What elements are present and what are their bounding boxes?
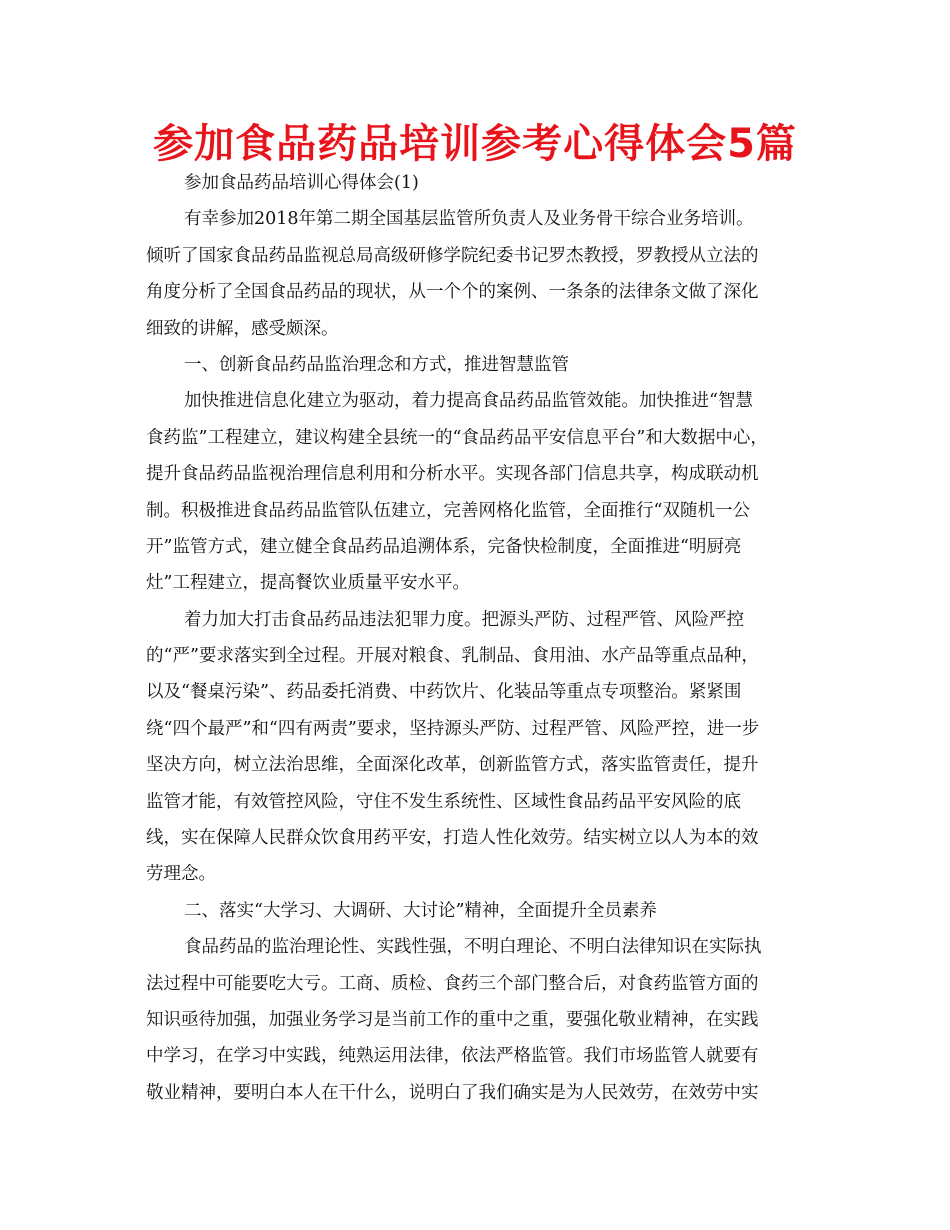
body-line: 劳理念。 bbox=[146, 864, 216, 885]
body-line: 绕“四个最严”和“四有两责”要求，坚持源头严防、过程严管、风险严控，进一步 bbox=[146, 718, 760, 739]
body-line: 线，实在保障人民群众饮食用药平安，打造人性化效劳。结实树立以人为本的效 bbox=[146, 828, 759, 849]
body-line: 参加食品药品培训心得体会(1) bbox=[184, 173, 419, 193]
body-line: 一、创新食品药品监治理念和方式，推进智慧监管 bbox=[184, 354, 569, 375]
body-line: 制。积极推进食品药品监管队伍建立，完善网格化监管，全面推行“双随机一公 bbox=[146, 500, 750, 521]
body-line: 细致的讲解，感受颇深。 bbox=[146, 318, 339, 339]
body-line: 知识亟待加强，加强业务学习是当前工作的重中之重，要强化敬业精神，在实践 bbox=[146, 1009, 759, 1030]
body-line: 中学习，在学习中实践，纯熟运用法律，依法严格监管。我们市场监管人就要有 bbox=[146, 1046, 759, 1067]
document-title: 参加食品药品培训参考心得体会5篇 bbox=[153, 121, 797, 167]
body-line: 监管才能，有效管控风险，守住不发生系统性、区域性食品药品平安风险的底 bbox=[146, 791, 741, 812]
body-line: 角度分析了全国食品药品的现状，从一个个的案例、一条条的法律条文做了深化 bbox=[146, 282, 759, 303]
body-line: 法过程中可能要吃大亏。工商、质检、食药三个部门整合后，对食药监管方面的 bbox=[146, 973, 759, 994]
body-line: 开”监管方式，建立健全食品药品追溯体系，完备快检制度，全面推进“明厨亮 bbox=[146, 536, 742, 557]
body-line: 灶”工程建立，提高餐饮业质量平安水平。 bbox=[146, 573, 470, 594]
body-line: 倾听了国家食品药品监视总局高级研修学院纪委书记罗杰教授，罗教授从立法的 bbox=[146, 245, 759, 266]
body-line: 坚决方向，树立法治思维，全面深化改革，创新监管方式，落实监管责任，提升 bbox=[146, 755, 759, 776]
body-line: 的“严”要求落实到全过程。开展对粮食、乳制品、食用油、水产品等重点品种， bbox=[146, 646, 759, 667]
body-line: 食药监”工程建立，建议构建全县统一的“食品药品平安信息平台”和大数据中心， bbox=[146, 427, 768, 448]
body-line: 食品药品的监治理论性、实践性强，不明白理论、不明白法律知识在实际执 bbox=[184, 937, 762, 958]
body-line: 有幸参加2018年第二期全国基层监管所负责人及业务骨干综合业务培训。 bbox=[184, 209, 754, 230]
body-line: 着力加大打击食品药品违法犯罪力度。把源头严防、过程严管、风险严控 bbox=[184, 609, 744, 630]
body-line: 敬业精神，要明白本人在干什么，说明白了我们确实是为人民效劳，在效劳中实 bbox=[146, 1082, 759, 1103]
body-line: 加快推进信息化建立为驱动，着力提高食品药品监管效能。加快推进“智慧 bbox=[184, 391, 753, 412]
body-line: 提升食品药品监视治理信息利用和分析水平。实现各部门信息共享，构成联动机 bbox=[146, 464, 759, 485]
document-body bbox=[146, 165, 806, 1111]
body-line: 以及“餐桌污染”、药品委托消费、中药饮片、化装品等重点专项整治。紧紧围 bbox=[146, 682, 742, 703]
body-line: 二、落实“大学习、大调研、大讨论”精神，全面提升全员素养 bbox=[184, 900, 657, 921]
